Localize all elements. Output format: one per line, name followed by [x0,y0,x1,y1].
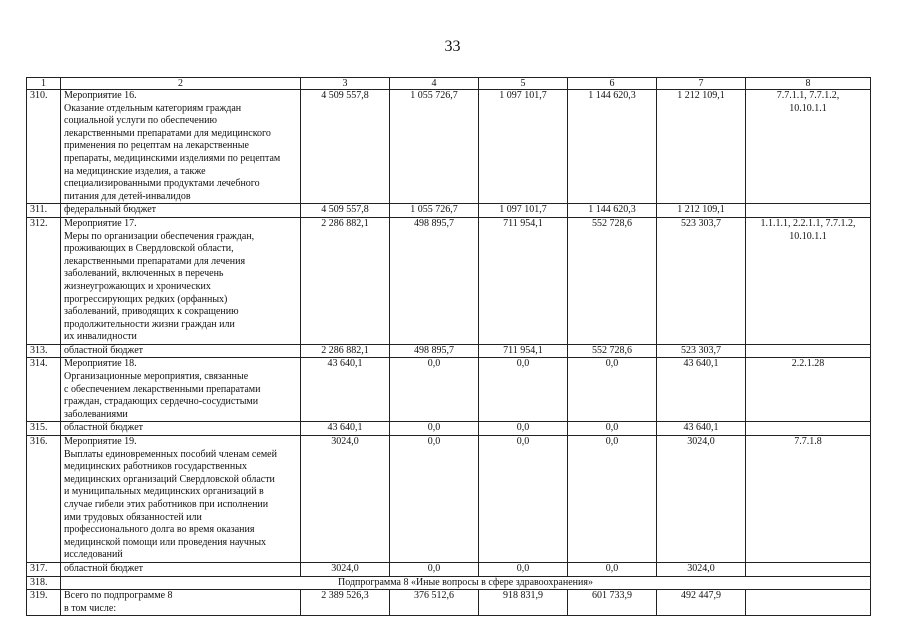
table-row [27,90,871,204]
amount-cell: 523 303,7 [657,344,746,358]
target-codes [746,217,871,344]
amount-cell: 1 144 620,3 [568,204,657,218]
description-line: лекарственными препаратами для лечения [64,255,246,267]
amount-cell: 3024,0 [301,562,390,576]
column-header: 4 [390,78,479,90]
amount-cell: 1 055 726,7 [390,204,479,218]
description-line: областной бюджет [64,562,144,574]
table-row [27,344,871,358]
row-number: 318. [27,576,61,590]
description-line: с обеспечением лекарственными препаратами [64,383,261,395]
description-line: федеральный бюджет [64,204,157,216]
subprogram-row [27,576,871,590]
amount-cell: 3024,0 [301,436,390,563]
description-line: на медицинские изделия, а также [64,165,206,177]
description-line: медицинских работников государственных [64,461,247,473]
row-description [61,90,301,204]
row-number: 314. [27,358,61,422]
row-number: 316. [27,436,61,563]
description-line: жизнеугрожающих и хронических [64,280,211,292]
description-line: областной бюджет [64,422,144,434]
amount-cell: 0,0 [568,358,657,422]
amount-cell: 4 509 557,8 [301,204,390,218]
budget-table [26,77,871,616]
description-line: медицинских организаций Свердловской области [64,473,275,485]
target-codes [746,204,871,218]
description-line: в том числе: [64,602,117,614]
row-description [61,422,301,436]
description-line: Оказание отдельным категориям граждан [64,102,242,114]
description-line: Мероприятие 18. [64,358,137,370]
row-number: 319. [27,590,61,616]
description-line: профессионального долга во время оказания [64,524,255,536]
description-line: проживающих в Свердловской области, [64,243,234,255]
column-header-row [27,78,871,90]
amount-cell: 43 640,1 [657,422,746,436]
target-code-line: 10.10.1.1 [789,102,827,114]
description-line: медицинской помощи или проведения научных [64,536,267,548]
description-line: Выплаты единовременных пособий членам семей [64,448,277,460]
amount-cell: 1 212 109,1 [657,204,746,218]
target-codes [746,562,871,576]
amount-cell: 0,0 [479,422,568,436]
amount-cell: 0,0 [479,562,568,576]
column-header: 8 [746,78,871,90]
column-header: 5 [479,78,568,90]
amount-cell: 4 509 557,8 [301,90,390,204]
column-header: 2 [61,78,301,90]
description-line: и муниципальных медицинских организаций в [64,486,264,498]
description-line: продолжительности жизни граждан или [64,318,235,330]
row-number: 317. [27,562,61,576]
target-code-line: 7.7.1.1, 7.7.1.2, [776,90,840,101]
target-codes [746,422,871,436]
row-description [61,562,301,576]
description-line: их инвалидности [64,331,137,343]
amount-cell: 0,0 [390,358,479,422]
row-number: 311. [27,204,61,218]
amount-cell: 0,0 [390,436,479,563]
target-code-line: 2.2.1.28 [791,358,825,370]
target-codes [746,358,871,422]
amount-cell: 1 144 620,3 [568,90,657,204]
target-codes [746,590,871,616]
description-line: социальной услуги по обеспечению [64,115,217,127]
subprogram-title: Подпрограмма 8 «Иные вопросы в сфере здравоохранения» [61,576,871,590]
row-number: 310. [27,90,61,204]
page-number: 33 [444,38,461,55]
amount-cell: 0,0 [390,422,479,436]
target-codes [746,344,871,358]
row-description [61,344,301,358]
amount-cell: 0,0 [390,562,479,576]
amount-cell: 498 895,7 [390,217,479,344]
amount-cell: 3024,0 [657,436,746,563]
description-line: Меры по организации обеспечения граждан, [64,230,255,242]
description-line: случае гибели этих работников при исполнении [64,499,269,510]
table-row [27,217,871,344]
column-header: 6 [568,78,657,90]
amount-cell: 0,0 [479,436,568,563]
row-number: 313. [27,344,61,358]
description-line: питания для детей-инвалидов [64,190,191,202]
column-header: 3 [301,78,390,90]
description-line: граждан, страдающих сердечно-сосудистыми [64,396,259,408]
description-line: Мероприятие 17. [64,217,137,229]
target-codes [746,90,871,204]
amount-cell: 43 640,1 [301,422,390,436]
amount-cell: 2 286 882,1 [301,344,390,358]
description-line: исследований [64,549,123,561]
amount-cell: 0,0 [479,358,568,422]
row-description [61,358,301,422]
description-line: областной бюджет [64,344,144,356]
amount-cell: 1 055 726,7 [390,90,479,204]
column-header: 7 [657,78,746,90]
amount-cell: 2 389 526,3 [301,590,390,616]
column-header: 1 [27,78,61,90]
table-row [27,436,871,563]
amount-cell: 2 286 882,1 [301,217,390,344]
description-line: заболеваниями [64,408,128,420]
description-line: специализированными продуктами лечебного [64,178,260,190]
description-line: Мероприятие 16. [64,90,137,101]
amount-cell: 601 733,9 [568,590,657,616]
amount-cell: 711 954,1 [479,344,568,358]
amount-cell: 711 954,1 [479,217,568,344]
row-description [61,436,301,563]
amount-cell: 523 303,7 [657,217,746,344]
target-code-line: 10.10.1.1 [789,230,827,242]
description-line: препараты, медицинскими изделиями по рецептам [64,152,281,164]
row-number: 315. [27,422,61,436]
amount-cell: 376 512,6 [390,590,479,616]
amount-cell: 0,0 [568,562,657,576]
table-body [27,78,871,616]
row-description [61,217,301,344]
amount-cell: 1 097 101,7 [479,204,568,218]
table-row [27,204,871,218]
total-row [27,590,871,616]
description-line: заболеваний, включенных в перечень [64,268,224,280]
amount-cell: 1 212 109,1 [657,90,746,204]
target-codes [746,436,871,563]
amount-cell: 552 728,6 [568,217,657,344]
table-row [27,562,871,576]
amount-cell: 43 640,1 [657,358,746,422]
amount-cell: 552 728,6 [568,344,657,358]
description-line: заболеваний, приводящих к сокращению [64,306,239,318]
description-line: лекарственными препаратами для медицинского [64,127,271,139]
row-description [61,204,301,218]
description-line: ими трудовых обязанностей или [64,511,202,523]
target-code-line: 7.7.1.8 [794,436,822,448]
amount-cell: 1 097 101,7 [479,90,568,204]
amount-cell: 3024,0 [657,562,746,576]
description-line: прогрессирующих редких (орфанных) [64,293,228,305]
description-line: Всего по подпрограмме 8 [64,590,173,602]
row-description [61,590,301,616]
description-line: Организационные мероприятия, связанные [64,371,249,383]
description-line: применения по рецептам на лекарственные [64,140,249,152]
table-row [27,358,871,422]
target-code-line: 1.1.1.1, 2.2.1.1, 7.7.1.2, [760,217,856,229]
amount-cell: 0,0 [568,436,657,563]
row-number: 312. [27,217,61,344]
amount-cell: 0,0 [568,422,657,436]
description-line: Мероприятие 19. [64,436,137,448]
amount-cell: 498 895,7 [390,344,479,358]
amount-cell: 918 831,9 [479,590,568,616]
amount-cell: 43 640,1 [301,358,390,422]
table-row [27,422,871,436]
amount-cell: 492 447,9 [657,590,746,616]
